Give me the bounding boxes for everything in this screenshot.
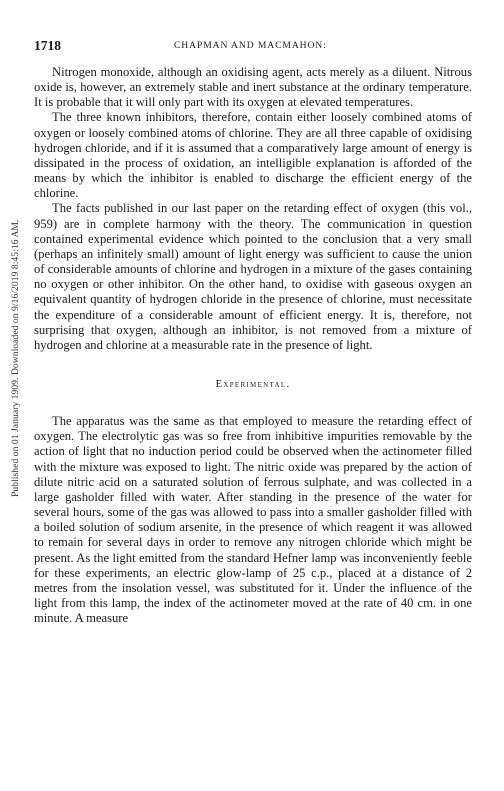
page-number: 1718 bbox=[34, 38, 61, 53]
section-heading: Experimental. bbox=[215, 378, 291, 390]
paragraph: Nitrogen monoxide, although an oxidising agent, acts merely as a diluent. Nitrous oxide is, however, an extremely stable and inert substance at the ordinary temperature. It is probable that it will only part with its oxygen at elevated temperatures. bbox=[34, 65, 472, 110]
running-head: CHAPMAN AND MACMAHON: bbox=[174, 40, 327, 51]
page-header bbox=[34, 38, 470, 54]
download-watermark-text: Published on 01 January 1909. Downloaded on 9/16/2019 8:45:16 AM. bbox=[10, 219, 21, 497]
paragraph: The facts published in our last paper on the retarding effect of oxygen (this vol., 959) are in complete harmony with the theory. The communication in question contained experimental evidence which pointed to the conclusion that a very small (perhaps an infinitely small) amount of light energy was sufficient to cause the union of considerable amounts of chlorine and hydrogen in a mixture of the gases containing no oxygen or other inhibitor. On the other hand, to oxidise with gaseous oxygen an equivalent quantity of hydrogen chloride in the presence of chlorine, must necessitate the expenditure of a considerable amount of efficient energy. It is, therefore, not surprising that oxygen, although an inhibitor, is not removed from a mixture of hydrogen and chlorine at a measurable rate in the presence of light. bbox=[34, 201, 472, 352]
paragraph: The three known inhibitors, therefore, contain either loosely combined atoms of oxygen or loosely combined atoms of chlorine. They are all three capable of oxidising hydrogen chloride, and if it is assumed that a comparatively large amount of energy is dissipated in the process of oxidation, an intelligible explanation is afforded of the means by which the inhibitor is enabled to discharge the efficient energy of the chlorine. bbox=[34, 110, 472, 201]
download-watermark bbox=[3, 172, 21, 497]
article-body bbox=[34, 65, 472, 626]
paragraph: The apparatus was the same as that employed to measure the retarding effect of oxygen. The electrolytic gas was so free from inhibitive impurities removable by the action of light that no induction period could be observed when the actinometer filled with the mixture was exposed to light. The nitric oxide was prepared by the action of dilute nitric acid on a saturated solution of ferrous sulphate, and was collected in a large gasholder filled with water. After standing in the presence of the water for several hours, some of the gas was allowed to pass into a smaller gasholder filled with a boiled solution of sodium arsenite, in the presence of which reagent it was allowed to remain for several days in order to remove any nitrogen chloride which might be present. As the light emitted from the standard Hefner lamp was inconveniently feeble for these experiments, an electric glow-lamp of 25 c.p., placed at a distance of 2 metres from the insolation vessel, was substituted for it. Under the influence of the light from this lamp, the index of the actinometer moved at the rate of 40 cm. in one minute. A measure bbox=[34, 414, 472, 626]
